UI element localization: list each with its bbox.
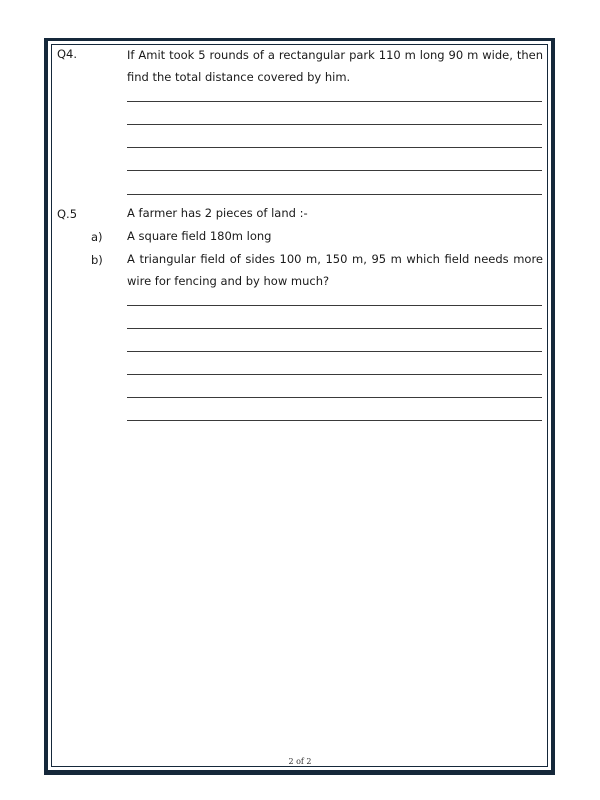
answer-line-q4-1[interactable] xyxy=(127,101,542,102)
page-border-inner xyxy=(51,44,548,767)
page-number: 2 of 2 xyxy=(288,757,312,766)
answer-line-q5-3[interactable] xyxy=(127,351,542,352)
question-5-part-b-text: A triangular field of sides 100 m, 150 m, 95 m which field needs more wire for fencing and by how much? xyxy=(127,252,543,288)
answer-line-q5-6[interactable] xyxy=(127,420,542,421)
answer-line-q5-1[interactable] xyxy=(127,305,542,306)
question-5-part-b-label: b) xyxy=(91,253,103,267)
answer-line-q4-2[interactable] xyxy=(127,124,542,125)
answer-line-q5-5[interactable] xyxy=(127,397,542,398)
question-4-text: If Amit took 5 rounds of a rectangular park 110 m long 90 m wide, then find the total distance covered by him. xyxy=(127,48,543,84)
question-5-text: A farmer has 2 pieces of land :- xyxy=(127,206,308,220)
question-5-part-a-text: A square field 180m long xyxy=(127,229,272,243)
answer-line-q4-4[interactable] xyxy=(127,170,542,171)
question-4-number: Q4. xyxy=(57,47,78,61)
answer-line-q4-3[interactable] xyxy=(127,147,542,148)
question-5-number: Q.5 xyxy=(57,207,78,221)
answer-line-q5-2[interactable] xyxy=(127,328,542,329)
answer-line-q5-4[interactable] xyxy=(127,374,542,375)
page-border xyxy=(44,38,555,775)
question-5-part-a-label: a) xyxy=(91,230,103,244)
answer-line-q4-5[interactable] xyxy=(127,194,542,195)
